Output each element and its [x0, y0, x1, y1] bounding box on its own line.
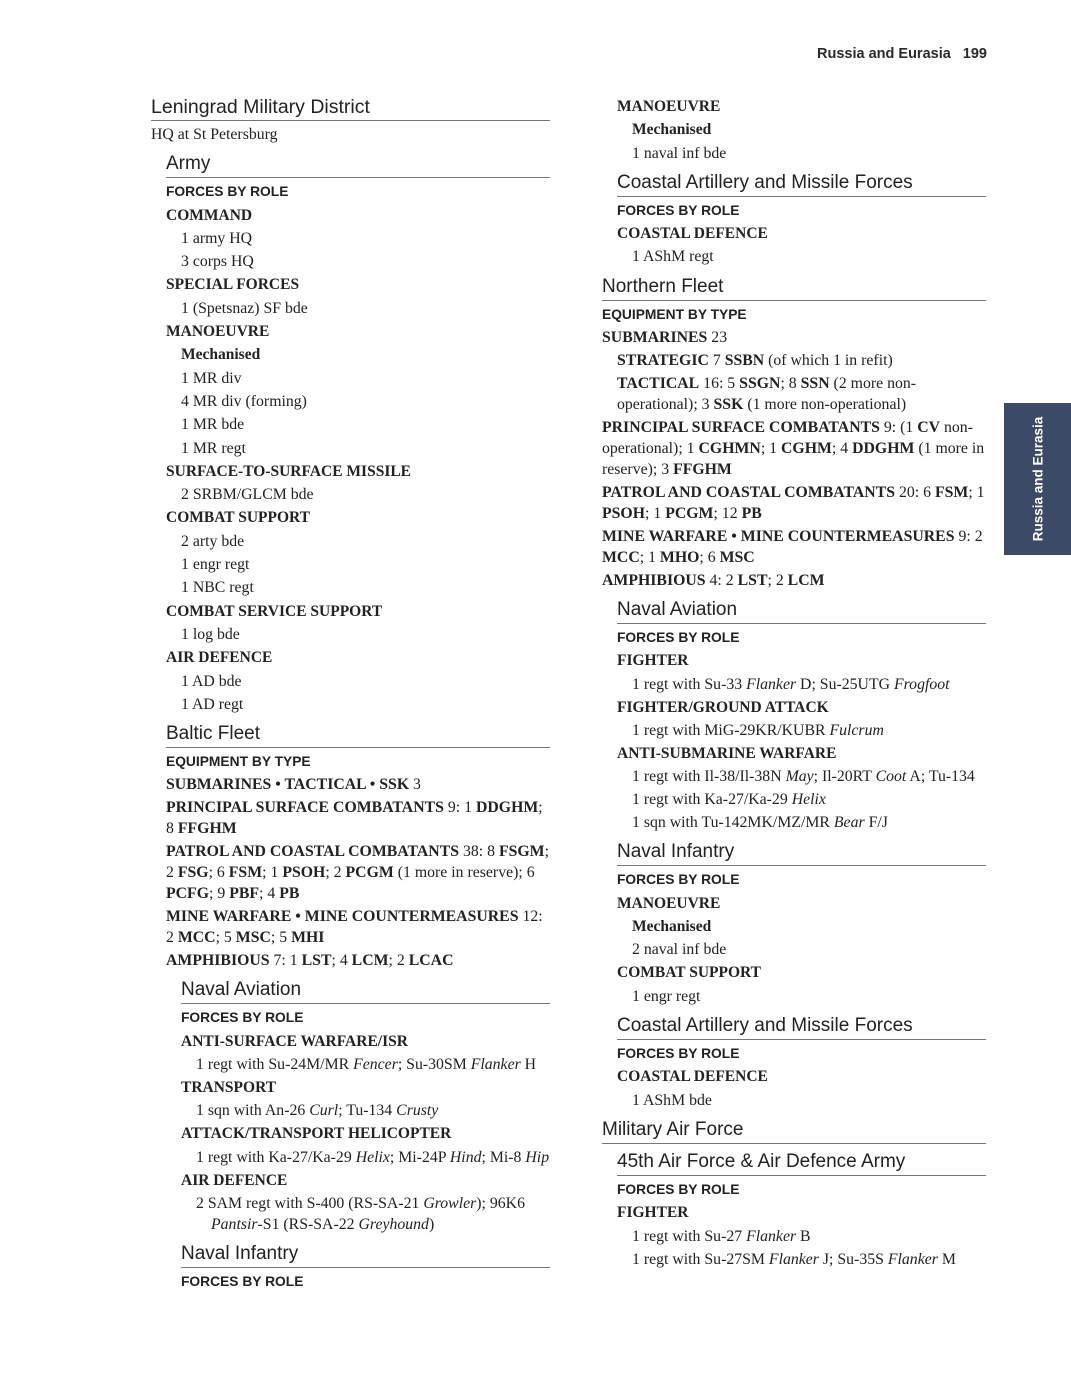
forces-role-label: FORCES BY ROLE	[166, 184, 289, 200]
text-run: D; Su-25UTG	[796, 675, 894, 693]
text-run: SSBN	[724, 352, 765, 370]
text-run: (2 more non-operational); 3	[617, 375, 917, 414]
unit-line: 3 corps HQ	[181, 253, 254, 271]
text-run: Helix	[355, 1148, 390, 1166]
inventory-paragraph	[602, 416, 986, 481]
inventory-paragraph	[151, 840, 550, 905]
text-run: 12: 2	[166, 908, 543, 947]
text-run: 7	[708, 352, 725, 370]
text-run: Hip	[525, 1148, 550, 1166]
text-run: MSC	[719, 549, 755, 567]
text-run: LST	[737, 572, 768, 590]
right-column	[602, 95, 986, 1271]
text-run: 1 sqn with Tu-142MK/MZ/MR	[632, 814, 834, 832]
text-run: May	[785, 768, 814, 786]
text-run: (1 more non-operational)	[743, 396, 907, 414]
inventory-paragraph	[151, 773, 550, 796]
text-run: Frogfoot	[893, 675, 950, 693]
text-run: 1 regt with Ka-27/Ka-29	[632, 791, 792, 809]
running-header	[817, 46, 987, 62]
inventory-paragraph	[151, 1192, 550, 1236]
section-heading: Coastal Artillery and Missile Forces	[617, 1014, 986, 1040]
text-run: CGHM	[781, 440, 832, 458]
category-label: COMBAT SUPPORT	[166, 509, 310, 527]
text-run: FSG	[177, 864, 209, 882]
unit-line: 1 engr regt	[632, 987, 701, 1005]
text-run: Flanker	[746, 675, 797, 693]
text-run: J; Su-35S	[818, 1250, 888, 1268]
category-label: COASTAL DEFENCE	[617, 1068, 768, 1086]
text-run: B	[796, 1227, 811, 1245]
text-run: MINE WARFARE • MINE COUNTERMEASURES	[166, 908, 519, 926]
text-run: ; 2	[325, 864, 346, 882]
inventory-paragraph	[602, 788, 986, 811]
inventory-paragraph	[602, 811, 986, 834]
text-run: 1 regt with Su-27	[632, 1227, 747, 1245]
text-run: ; 6	[699, 549, 720, 567]
text-run: ; 1	[639, 549, 660, 567]
text-run: 38: 8	[459, 843, 499, 861]
category-label: COASTAL DEFENCE	[617, 225, 768, 243]
section-heading: Military Air Force	[602, 1118, 986, 1144]
text-run: ; 6	[208, 864, 229, 882]
text-run: 7: 1	[269, 952, 302, 970]
text-run: ; 1	[760, 440, 782, 458]
category-label: COMBAT SUPPORT	[617, 964, 761, 982]
text-run: 9: (1	[879, 419, 918, 437]
category-label: ANTI-SURFACE WARFARE/ISR	[181, 1032, 408, 1050]
text-run: Fulcrum	[829, 721, 884, 739]
text-run: Greyhound	[358, 1215, 429, 1233]
text-run: Hind	[449, 1148, 482, 1166]
text-run: F/J	[864, 814, 888, 832]
text-run: PCGM	[665, 505, 714, 523]
inventory-paragraph	[151, 1146, 550, 1169]
text-run: ; 5	[215, 929, 236, 947]
text-run: -S1 (RS-SA-22	[257, 1215, 359, 1233]
text-run: Flanker	[887, 1250, 938, 1268]
text-run: TACTICAL	[617, 375, 700, 393]
text-run: DDGHM	[852, 440, 915, 458]
text-run: LCAC	[408, 952, 454, 970]
unit-line: 1 NBC regt	[181, 579, 254, 597]
forces-role-label: EQUIPMENT BY TYPE	[166, 754, 311, 770]
category-label: FIGHTER/GROUND ATTACK	[617, 698, 829, 716]
text-run: ; Mi-24P	[389, 1148, 450, 1166]
forces-role-label: FORCES BY ROLE	[617, 1046, 740, 1062]
text-run: H	[520, 1056, 537, 1074]
inventory-paragraph	[151, 949, 550, 972]
header-section: Russia and Eurasia	[817, 46, 951, 62]
inventory-paragraph	[151, 1099, 550, 1122]
text-run: LCM	[351, 952, 389, 970]
text-run: PCGM	[345, 864, 394, 882]
forces-role-label: FORCES BY ROLE	[617, 872, 740, 888]
text-run: MSC	[235, 929, 271, 947]
unit-line: 2 SRBM/GLCM bde	[181, 486, 314, 504]
text-run: ; 2	[388, 952, 409, 970]
category-label: AIR DEFENCE	[166, 649, 273, 667]
text-run: FSGM	[498, 843, 545, 861]
category-label: MANOEUVRE	[617, 894, 721, 912]
unit-line: 1 MR regt	[181, 439, 246, 457]
text-run: Flanker	[470, 1056, 521, 1074]
inventory-paragraph	[602, 1248, 986, 1271]
section-heading: Naval Aviation	[617, 598, 986, 624]
unit-line: 1 MR bde	[181, 416, 245, 434]
text-run: MHO	[659, 549, 700, 567]
unit-line: 1 army HQ	[181, 229, 253, 247]
text-run: ; 1	[262, 864, 283, 882]
forces-role-label: FORCES BY ROLE	[617, 202, 740, 218]
text-run: ; 4	[831, 440, 853, 458]
inventory-paragraph	[602, 765, 986, 788]
unit-line: 1 AShM regt	[632, 248, 714, 266]
category-label: MANOEUVRE	[617, 98, 721, 115]
category-label: ATTACK/TRANSPORT HELICOPTER	[181, 1125, 452, 1143]
inventory-paragraph	[602, 372, 986, 416]
text-run: PRINCIPAL SURFACE COMBATANTS	[166, 799, 444, 817]
category-label: SPECIAL FORCES	[166, 276, 300, 294]
forces-role-label: FORCES BY ROLE	[617, 630, 740, 646]
category-label: FIGHTER	[617, 1204, 689, 1222]
category-label: AIR DEFENCE	[181, 1171, 288, 1189]
unit-line: 1 AShM bde	[632, 1091, 712, 1109]
section-heading: Naval Aviation	[181, 978, 550, 1004]
section-heading: Army	[166, 152, 550, 178]
text-run: ; 12	[713, 505, 742, 523]
text-run: PRINCIPAL SURFACE COMBATANTS	[602, 419, 880, 437]
text-run: FSM	[228, 864, 263, 882]
left-column	[151, 95, 550, 1293]
text-run: AMPHIBIOUS	[166, 952, 270, 970]
unit-line: 1 AD regt	[181, 695, 244, 713]
text-run: 20: 6	[895, 484, 935, 502]
category-label: FIGHTER	[617, 652, 689, 670]
text-run: SUBMARINES	[602, 329, 708, 347]
category-label: MANOEUVRE	[166, 323, 270, 341]
unit-line: 1 log bde	[181, 625, 240, 643]
text-run: 1 regt with Il-38/Il-38N	[632, 768, 786, 786]
text-run: )	[428, 1215, 435, 1233]
text-run: ); 96K6	[476, 1194, 525, 1212]
text-run: ; 9	[209, 885, 230, 903]
text-run: (of which 1 in refit)	[764, 352, 893, 370]
subcategory-label: Mechanised	[632, 121, 712, 139]
inventory-paragraph	[151, 796, 550, 840]
category-label: COMMAND	[166, 206, 253, 224]
unit-line: 2 arty bde	[181, 532, 245, 550]
text-run: ; 1	[968, 484, 985, 502]
section-heading: Coastal Artillery and Missile Forces	[617, 171, 986, 197]
category-label: ANTI-SUBMARINE WARFARE	[617, 744, 837, 762]
text-run: ; 8	[166, 799, 543, 838]
unit-line: 1 engr regt	[181, 556, 250, 574]
page-number: 199	[962, 46, 987, 62]
text-run: Pantsir	[211, 1215, 258, 1233]
text-run: 1 regt with Su-27SM	[632, 1250, 769, 1268]
text-run: PSOH	[282, 864, 326, 882]
text-run: 1 regt with Ka-27/Ka-29	[196, 1148, 356, 1166]
text-run: PB	[279, 885, 300, 903]
text-run: MINE WARFARE • MINE COUNTERMEASURES	[602, 528, 955, 546]
text-run: CGHMN	[698, 440, 761, 458]
text-run: FFGHM	[177, 820, 237, 838]
inventory-paragraph	[602, 349, 986, 372]
text-run: PCFG	[166, 885, 209, 903]
inventory-paragraph	[602, 481, 986, 525]
text-run: SSGN	[739, 375, 781, 393]
text-run: Curl	[309, 1102, 339, 1120]
text-run: 1 regt with Su-24M/MR	[196, 1056, 354, 1074]
text-run: Helix	[791, 791, 826, 809]
unit-line: 1 AD bde	[181, 672, 242, 690]
text-run: FSM	[934, 484, 969, 502]
unit-line: 4 MR div (forming)	[181, 392, 307, 410]
text-run: MCC	[602, 549, 640, 567]
text-run: LCM	[787, 572, 825, 590]
inventory-paragraph	[151, 905, 550, 949]
text-run: 23	[707, 329, 728, 347]
unit-line: 1 (Spetsnaz) SF bde	[181, 299, 308, 317]
text-run: SSK	[713, 396, 744, 414]
text-run: ; 2	[767, 572, 788, 590]
text-run: PBF	[229, 885, 260, 903]
inventory-paragraph	[602, 326, 986, 349]
text-run: ; Su-30SM	[397, 1056, 471, 1074]
text-run: Fencer	[353, 1056, 398, 1074]
text-run: MCC	[177, 929, 216, 947]
inventory-paragraph	[602, 719, 986, 742]
category-label: SURFACE-TO-SURFACE MISSILE	[166, 462, 412, 480]
unit-line: HQ at St Petersburg	[151, 126, 278, 143]
text-run: SUBMARINES • TACTICAL • SSK	[166, 776, 410, 794]
text-run: Flanker	[768, 1250, 819, 1268]
inventory-paragraph	[602, 525, 986, 569]
side-tab	[1004, 403, 1071, 555]
forces-role-label: FORCES BY ROLE	[181, 1273, 304, 1289]
forces-role-label: FORCES BY ROLE	[181, 1010, 304, 1026]
text-run: CV	[917, 419, 941, 437]
text-run: MHI	[291, 929, 325, 947]
unit-line: 2 naval inf bde	[632, 941, 727, 959]
text-run: SSN	[800, 375, 830, 393]
text-run: AMPHIBIOUS	[602, 572, 706, 590]
text-run: 16: 5	[699, 375, 740, 393]
text-run: ; Mi-8	[481, 1148, 526, 1166]
category-label: COMBAT SERVICE SUPPORT	[166, 602, 383, 620]
unit-line: 1 naval inf bde	[632, 144, 727, 162]
text-run: PATROL AND COASTAL COMBATANTS	[602, 484, 896, 502]
inventory-paragraph	[602, 569, 986, 592]
text-run: LST	[301, 952, 332, 970]
text-run: Crusty	[396, 1102, 439, 1120]
side-tab-label: Russia and Eurasia	[1030, 416, 1045, 542]
subcategory-label: Mechanised	[181, 346, 261, 364]
text-run: Growler	[423, 1194, 477, 1212]
text-run: ; 2	[166, 843, 549, 882]
unit-line: 1 MR div	[181, 369, 242, 387]
text-run: STRATEGIC	[617, 352, 709, 370]
text-run: ; Il-20RT	[813, 768, 876, 786]
inventory-paragraph	[602, 673, 986, 696]
subcategory-label: Mechanised	[632, 917, 712, 935]
text-run: 4: 2	[705, 572, 738, 590]
text-run: PSOH	[602, 505, 646, 523]
text-run: ; 8	[780, 375, 801, 393]
text-run: DDGHM	[475, 799, 539, 817]
text-run: 9: 1	[443, 799, 476, 817]
text-run: ; 4	[259, 885, 280, 903]
forces-role-label: EQUIPMENT BY TYPE	[602, 306, 747, 322]
text-run: ; 1	[645, 505, 666, 523]
section-heading: 45th Air Force & Air Defence Army	[617, 1150, 986, 1176]
text-run: Flanker	[746, 1227, 797, 1245]
text-run: 9: 2	[954, 528, 983, 546]
text-run: ; Tu-134	[338, 1102, 397, 1120]
forces-role-label: FORCES BY ROLE	[617, 1181, 740, 1197]
text-run: ; 5	[270, 929, 292, 947]
text-run: PB	[741, 505, 762, 523]
section-heading: Naval Infantry	[617, 840, 986, 866]
text-run: 1 regt with MiG-29KR/KUBR	[632, 721, 830, 739]
section-heading: Naval Infantry	[181, 1242, 550, 1268]
text-run: A; Tu-134	[906, 768, 975, 786]
text-run: (1 more in reserve); 6	[393, 864, 535, 882]
text-run: (1 more in reserve); 3	[602, 440, 985, 479]
category-label: TRANSPORT	[181, 1079, 277, 1097]
text-run: 1 regt with Su-33	[632, 675, 747, 693]
text-run: Coot	[875, 768, 907, 786]
text-run: non-operational); 1	[602, 419, 973, 458]
section-heading: Northern Fleet	[602, 275, 986, 301]
text-run: ; 4	[331, 952, 352, 970]
text-run: 2 SAM regt with S-400 (RS-SA-21	[196, 1194, 424, 1212]
section-heading: Baltic Fleet	[166, 722, 550, 748]
text-run: FFGHM	[673, 461, 732, 479]
inventory-paragraph	[151, 1053, 550, 1076]
text-run: M	[937, 1250, 956, 1268]
inventory-paragraph	[602, 1225, 986, 1248]
text-run: PATROL AND COASTAL COMBATANTS	[166, 843, 460, 861]
text-run: 1 sqn with An-26	[196, 1102, 310, 1120]
section-heading: Leningrad Military District	[151, 95, 550, 121]
text-run: Bear	[833, 814, 865, 832]
text-run: 3	[409, 776, 421, 794]
